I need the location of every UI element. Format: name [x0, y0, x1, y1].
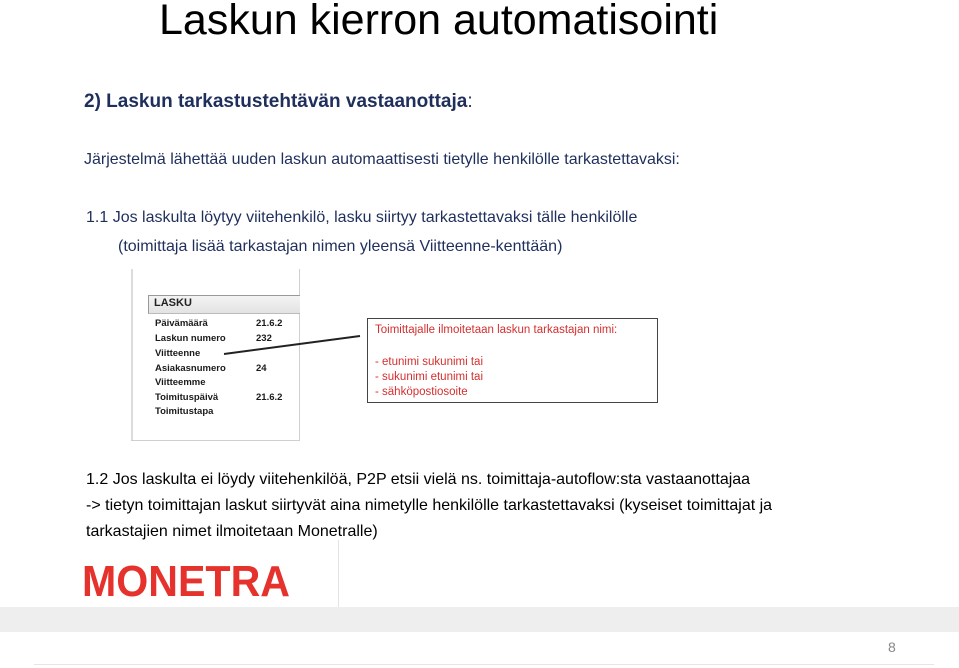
invoice-field-label: Päivämäärä	[155, 318, 208, 329]
monetra-logo	[80, 558, 292, 602]
invoice-field-value: 21.6.2	[256, 392, 283, 403]
invoice-field-value: 232	[256, 333, 272, 344]
footer-divider	[338, 540, 339, 607]
callout-item: - sähköpostiosoite	[375, 386, 468, 398]
invoice-field-label: Asiakasnumero	[155, 363, 226, 374]
invoice-field-label: Laskun numero	[155, 333, 226, 344]
point-1-2-line2: -> tietyn toimittajan laskut siirtyvät aina nimetylle henkilölle tarkastettavaksi (kyseiset toimittajat ja	[86, 497, 773, 514]
invoice-field-label: Viitteemme	[155, 377, 206, 388]
point-1-1-line2: (toimittaja lisää tarkastajan nimen yleensä Viitteenne-kenttään)	[118, 238, 563, 255]
point-1-1-line1: 1.1 Jos laskulta löytyy viitehenkilö, lasku siirtyy tarkastettavaksi tälle henkilölle	[86, 209, 638, 226]
invoice-field-label: Toimitustapa	[155, 406, 214, 417]
invoice-field-label: Toimituspäivä	[155, 392, 219, 403]
invoice-field-value: 24	[256, 363, 267, 374]
point-1-2-line1: 1.2 Jos laskulta ei löydy viitehenkilöä, P2P etsii vielä ns. toimittaja-autoflow:sta vastaanottajaa	[86, 471, 751, 488]
footer-rule	[34, 664, 934, 665]
slide-title: Laskun kierron automatisointi	[159, 0, 719, 44]
invoice-screenshot-edge	[131, 269, 133, 440]
point-1-2	[86, 467, 926, 545]
invoice-header-label: LASKU	[154, 297, 192, 309]
footer-band	[0, 607, 959, 632]
invoice-field-label: Viitteenne	[155, 348, 201, 359]
section-heading	[84, 91, 473, 113]
point-1-2-line3: tarkastajien nimet ilmoitetaan Monetralle)	[86, 523, 378, 540]
section-heading-colon: :	[467, 91, 473, 112]
callout-item: - sukunimi etunimi tai	[375, 371, 484, 383]
section-heading-text: 2) Laskun tarkastustehtävän vastaanottaja	[84, 91, 468, 112]
page-number: 8	[888, 639, 896, 655]
invoice-field-value: 21.6.2	[256, 318, 283, 329]
connector-line	[220, 330, 365, 360]
callout-title: Toimittajalle ilmoitetaan laskun tarkastajan nimi:	[375, 324, 618, 336]
intro-text: Järjestelmä lähettää uuden laskun automaattisesti tietylle henkilölle tarkastettavaksi:	[84, 151, 680, 168]
callout-item: - etunimi sukunimi tai	[375, 356, 484, 368]
monetra-logo-text: MONETRA	[82, 558, 290, 602]
